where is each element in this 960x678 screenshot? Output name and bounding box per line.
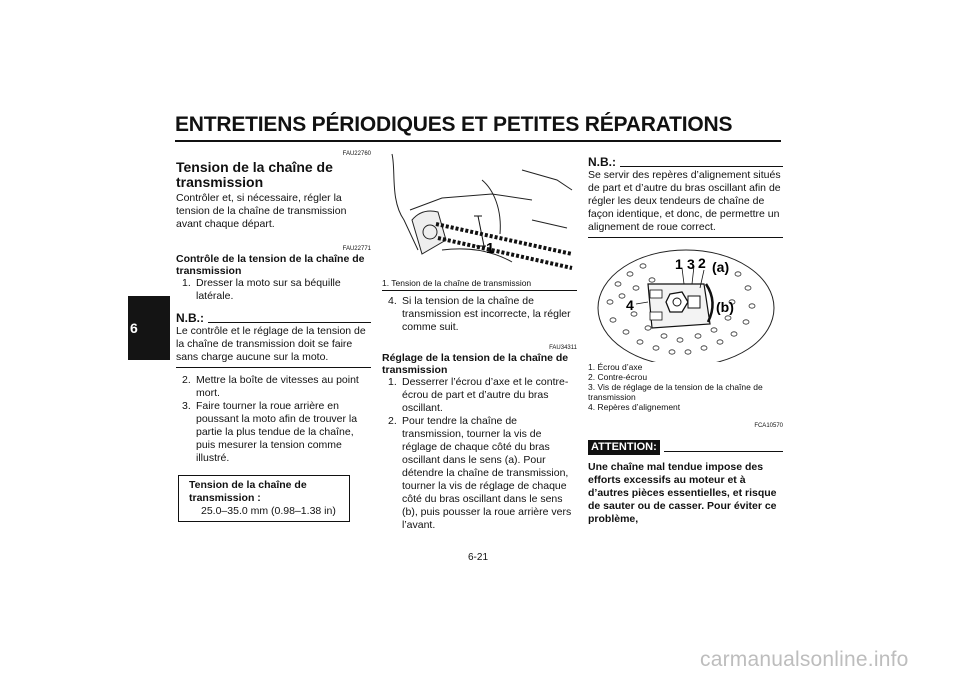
attention-rule xyxy=(664,451,783,452)
figure-callout-a: (a) xyxy=(712,259,730,275)
note-label: N.B.: xyxy=(176,311,204,325)
attention-label: ATTENTION: xyxy=(588,440,660,455)
ref-code: FCA10570 xyxy=(754,423,783,429)
intro-text: Contrôler et, si nécessaire, régler la tension de la chaîne de transmission avant chaque départ. xyxy=(176,192,347,230)
step-number: 4. xyxy=(388,295,397,307)
figure-callout-b: (b) xyxy=(716,299,734,315)
figure-caption: 1. Tension de la chaîne de transmission xyxy=(382,278,532,288)
note-header xyxy=(176,312,371,325)
page-header-title: ENTRETIENS PÉRIODIQUES ET PETITES RÉPARATIONS xyxy=(175,113,733,136)
step-number: 2. xyxy=(182,374,191,386)
step-number: 2. xyxy=(388,415,397,427)
figure-callout-4: 4 xyxy=(626,297,634,313)
figure-callout-1: 1 xyxy=(486,240,495,257)
figure-caption xyxy=(588,362,783,412)
alignment-marks-illustration xyxy=(588,244,783,362)
caption-item: 2. Contre-écrou xyxy=(588,372,648,382)
step-number: 3. xyxy=(182,400,191,412)
figure-callout-3: 3 xyxy=(687,256,695,272)
note-text: Le contrôle et le réglage de la tension de la chaîne de transmission doit se faire sans charge aucune sur la moto. xyxy=(176,325,366,363)
step-item xyxy=(176,400,371,465)
subsection-title: Réglage de la tension de la chaîne de transmission xyxy=(382,352,569,376)
watermark: carmanualsonline.info xyxy=(700,648,909,671)
ref-code: FAU22760 xyxy=(342,151,371,157)
step-text: Si la tension de la chaîne de transmission est incorrecte, la régler comme suit. xyxy=(402,295,571,333)
note-end-rule xyxy=(588,237,783,238)
step-text: Faire tourner la roue arrière en poussant la moto afin de trouver la partie la plus tendue de la chaîne, puis mesurer la tension comme illustré. xyxy=(196,400,358,464)
note-label: N.B.: xyxy=(588,155,616,169)
step-item xyxy=(382,376,577,415)
step-item xyxy=(382,295,577,334)
note-rule xyxy=(620,166,783,167)
spec-label: Tension de la chaîne de transmission : xyxy=(189,479,307,504)
step-text: Dresser la moto sur sa béquille latérale. xyxy=(196,277,341,302)
spec-box xyxy=(178,475,350,522)
subsection-title: Contrôle de la tension de la chaîne de transmission xyxy=(176,253,365,277)
figure-callout-2: 2 xyxy=(698,255,706,271)
step-text: Pour tendre la chaîne de transmission, tourner la vis de réglage de chaque côté du bras oscillant dans le sens (a). Pour détendre la chaîne de transmission, tourner la vis de réglage de chaque côté du bras oscillant dans le sens (b), puis pousser la roue arrière vers l’avant. xyxy=(402,415,572,531)
column-1 xyxy=(176,150,371,522)
step-number: 1. xyxy=(182,277,191,289)
page-number: 6-21 xyxy=(468,552,489,563)
ref-code: FAU34311 xyxy=(549,345,577,351)
step-text: Mettre la boîte de vitesses au point mort. xyxy=(196,374,359,399)
chapter-number: 6 xyxy=(130,320,138,336)
step-text: Desserrer l’écrou d’axe et le contre-écrou de part et d’autre du bras oscillant. xyxy=(402,376,569,414)
chain-tension-illustration xyxy=(382,150,577,278)
chapter-tab xyxy=(128,296,170,360)
attention-text: Une chaîne mal tendue impose des efforts excessifs au moteur et à d’autres pièces essentielles, et risque de sauter ou de casser. Pour éviter ce problème, xyxy=(588,461,777,525)
caption-item: 4. Repères d’alignement xyxy=(588,402,681,412)
caption-item: 1. Écrou d’axe xyxy=(588,362,643,372)
note-header xyxy=(588,156,783,169)
attention-header xyxy=(588,440,783,455)
step-item xyxy=(382,415,577,532)
step-item xyxy=(176,277,371,303)
spec-value: 25.0–35.0 mm (0.98–1.38 in) xyxy=(201,505,336,517)
section-title: Tension de la chaîne de transmission xyxy=(176,159,333,190)
note-end-rule xyxy=(176,367,371,368)
column-2 xyxy=(382,150,577,532)
caption-item: 3. Vis de réglage de la tension de la chaîne de transmission xyxy=(588,382,763,402)
note-rule xyxy=(208,322,371,323)
caption-rule xyxy=(382,290,577,291)
step-number: 1. xyxy=(388,376,397,388)
header-rule xyxy=(175,140,781,142)
ref-code: FAU22771 xyxy=(342,246,371,252)
note-text: Se servir des repères d’alignement situés de part et d’autre du bras oscillant afin de régler les deux tendeurs de chaîne de façon identique, et donc, de permettre un alignement de roue correct. xyxy=(588,169,781,233)
figure-callout-1: 1 xyxy=(675,256,683,272)
column-3 xyxy=(588,150,783,526)
step-item xyxy=(176,374,371,400)
